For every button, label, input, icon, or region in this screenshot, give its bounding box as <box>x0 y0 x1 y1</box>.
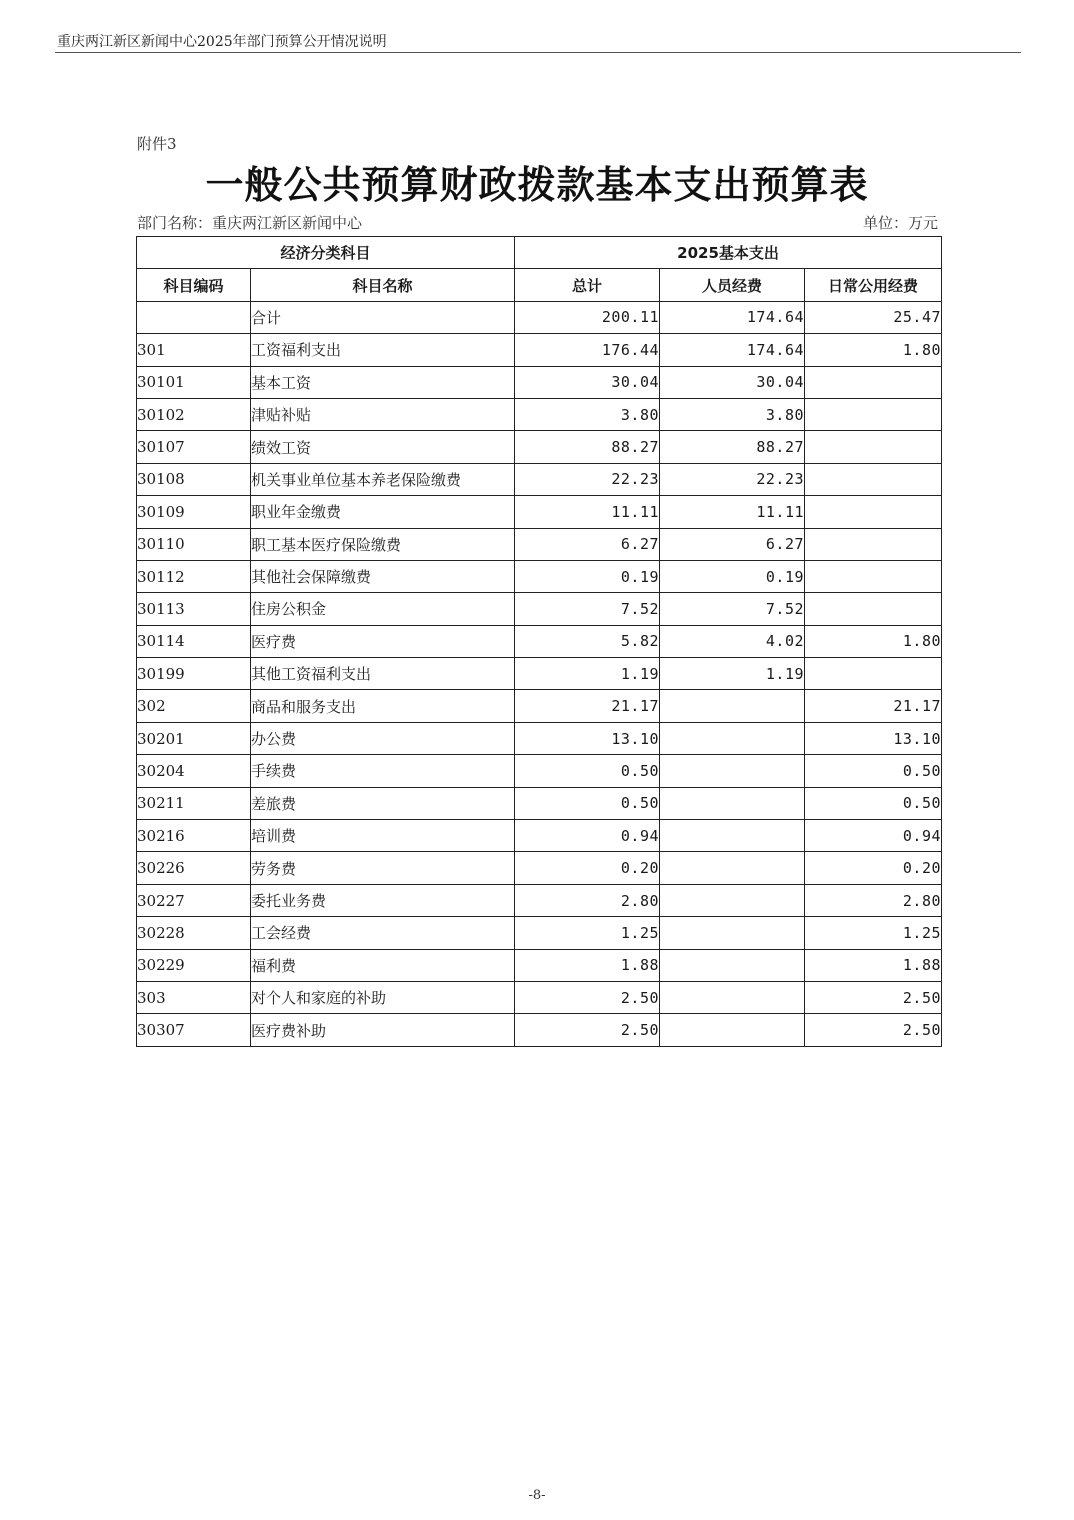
cell-total: 7.52 <box>515 593 660 625</box>
cell-code: 30229 <box>137 949 251 981</box>
cell-name: 手续费 <box>251 755 515 787</box>
cell-name: 住房公积金 <box>251 593 515 625</box>
cell-personnel: 88.27 <box>660 431 805 463</box>
cell-name: 医疗费 <box>251 625 515 657</box>
table-row <box>137 496 942 528</box>
cell-personnel <box>660 981 805 1013</box>
table-row <box>137 1014 942 1046</box>
cell-name: 绩效工资 <box>251 431 515 463</box>
cell-personnel <box>660 1014 805 1046</box>
cell-name: 委托业务费 <box>251 884 515 916</box>
cell-name: 差旅费 <box>251 787 515 819</box>
cell-public: 1.25 <box>805 917 942 949</box>
cell-name: 基本工资 <box>251 366 515 398</box>
cell-name: 劳务费 <box>251 852 515 884</box>
cell-total: 176.44 <box>515 334 660 366</box>
cell-code: 30110 <box>137 528 251 560</box>
cell-personnel <box>660 755 805 787</box>
page-title: 一般公共预算财政拨款基本支出预算表 <box>205 163 869 207</box>
cell-public <box>805 528 942 560</box>
cell-public: 0.50 <box>805 755 942 787</box>
cell-code: 302 <box>137 690 251 722</box>
cell-total: 2.50 <box>515 981 660 1013</box>
table-row <box>137 949 942 981</box>
cell-personnel <box>660 852 805 884</box>
cell-name: 工资福利支出 <box>251 334 515 366</box>
cell-personnel: 22.23 <box>660 463 805 495</box>
cell-public: 0.50 <box>805 787 942 819</box>
cell-code: 30114 <box>137 625 251 657</box>
group-header-row <box>137 237 942 269</box>
table-row <box>137 463 942 495</box>
cell-name: 商品和服务支出 <box>251 690 515 722</box>
cell-name: 机关事业单位基本养老保险缴费 <box>251 463 515 495</box>
cell-personnel: 174.64 <box>660 301 805 333</box>
cell-code: 30108 <box>137 463 251 495</box>
column-header-code: 科目编码 <box>137 269 251 301</box>
cell-code: 30113 <box>137 593 251 625</box>
cell-total: 0.50 <box>515 755 660 787</box>
cell-code: 30228 <box>137 917 251 949</box>
cell-personnel <box>660 949 805 981</box>
cell-code: 30102 <box>137 398 251 430</box>
cell-total: 2.50 <box>515 1014 660 1046</box>
cell-public: 21.17 <box>805 690 942 722</box>
cell-personnel <box>660 690 805 722</box>
cell-code: 303 <box>137 981 251 1013</box>
cell-code: 30201 <box>137 722 251 754</box>
table-row <box>137 917 942 949</box>
cell-total: 5.82 <box>515 625 660 657</box>
table-row <box>137 658 942 690</box>
cell-public: 25.47 <box>805 301 942 333</box>
cell-code: 30227 <box>137 884 251 916</box>
cell-personnel: 3.80 <box>660 398 805 430</box>
cell-code: 30226 <box>137 852 251 884</box>
cell-personnel: 30.04 <box>660 366 805 398</box>
column-header-name: 科目名称 <box>251 269 515 301</box>
cell-code: 301 <box>137 334 251 366</box>
table-row <box>137 560 942 592</box>
table-row <box>137 593 942 625</box>
cell-personnel: 0.19 <box>660 560 805 592</box>
group-header-classification: 经济分类科目 <box>137 237 515 269</box>
cell-code: 30216 <box>137 820 251 852</box>
table-row <box>137 528 942 560</box>
cell-total: 2.80 <box>515 884 660 916</box>
cell-public <box>805 463 942 495</box>
cell-code <box>137 301 251 333</box>
cell-personnel <box>660 787 805 819</box>
cell-public: 1.80 <box>805 625 942 657</box>
table-row <box>137 625 942 657</box>
cell-total: 6.27 <box>515 528 660 560</box>
column-header-row <box>137 269 942 301</box>
cell-total: 22.23 <box>515 463 660 495</box>
unit-label: 单位：万元 <box>862 214 938 232</box>
table-row <box>137 852 942 884</box>
cell-total: 1.19 <box>515 658 660 690</box>
cell-name: 其他社会保障缴费 <box>251 560 515 592</box>
cell-total: 3.80 <box>515 398 660 430</box>
cell-code: 30204 <box>137 755 251 787</box>
cell-total: 13.10 <box>515 722 660 754</box>
cell-name: 其他工资福利支出 <box>251 658 515 690</box>
table-row <box>137 334 942 366</box>
cell-total: 21.17 <box>515 690 660 722</box>
cell-name: 工会经费 <box>251 917 515 949</box>
budget-table <box>136 236 942 1047</box>
cell-name: 福利费 <box>251 949 515 981</box>
cell-personnel: 11.11 <box>660 496 805 528</box>
cell-name: 津贴补贴 <box>251 398 515 430</box>
table-row <box>137 820 942 852</box>
attachment-label: 附件3 <box>137 135 177 153</box>
cell-personnel: 4.02 <box>660 625 805 657</box>
cell-personnel: 6.27 <box>660 528 805 560</box>
cell-public <box>805 398 942 430</box>
cell-name: 办公费 <box>251 722 515 754</box>
table-row <box>137 431 942 463</box>
cell-public: 2.50 <box>805 1014 942 1046</box>
cell-name: 医疗费补助 <box>251 1014 515 1046</box>
cell-public: 13.10 <box>805 722 942 754</box>
cell-public: 0.20 <box>805 852 942 884</box>
cell-public <box>805 366 942 398</box>
cell-total: 0.50 <box>515 787 660 819</box>
cell-code: 30107 <box>137 431 251 463</box>
cell-public: 2.50 <box>805 981 942 1013</box>
cell-total: 0.94 <box>515 820 660 852</box>
cell-personnel: 1.19 <box>660 658 805 690</box>
cell-public <box>805 560 942 592</box>
cell-public <box>805 593 942 625</box>
table-row <box>137 366 942 398</box>
running-header: 重庆两江新区新闻中心2025年部门预算公开情况说明 <box>57 34 387 50</box>
column-header-total: 总计 <box>515 269 660 301</box>
cell-personnel: 174.64 <box>660 334 805 366</box>
cell-total: 0.19 <box>515 560 660 592</box>
cell-public: 1.88 <box>805 949 942 981</box>
cell-total: 30.04 <box>515 366 660 398</box>
cell-total: 0.20 <box>515 852 660 884</box>
table-row <box>137 981 942 1013</box>
cell-name: 职工基本医疗保险缴费 <box>251 528 515 560</box>
column-header-public: 日常公用经费 <box>805 269 942 301</box>
table-row <box>137 301 942 333</box>
table-row <box>137 787 942 819</box>
cell-code: 30101 <box>137 366 251 398</box>
cell-name: 培训费 <box>251 820 515 852</box>
cell-public: 2.80 <box>805 884 942 916</box>
header-rule <box>55 52 1021 53</box>
column-header-personnel: 人员经费 <box>660 269 805 301</box>
cell-code: 30112 <box>137 560 251 592</box>
cell-public <box>805 658 942 690</box>
cell-personnel <box>660 722 805 754</box>
cell-public: 0.94 <box>805 820 942 852</box>
cell-total: 11.11 <box>515 496 660 528</box>
cell-code: 30199 <box>137 658 251 690</box>
table-row <box>137 722 942 754</box>
table-row <box>137 690 942 722</box>
department-label: 部门名称：重庆两江新区新闻中心 <box>137 214 363 232</box>
cell-code: 30307 <box>137 1014 251 1046</box>
page-number: -8- <box>528 1488 546 1503</box>
cell-name: 合计 <box>251 301 515 333</box>
cell-public: 1.80 <box>805 334 942 366</box>
cell-public <box>805 431 942 463</box>
cell-name: 职业年金缴费 <box>251 496 515 528</box>
table-row <box>137 884 942 916</box>
cell-personnel <box>660 917 805 949</box>
cell-personnel <box>660 820 805 852</box>
cell-name: 对个人和家庭的补助 <box>251 981 515 1013</box>
cell-total: 200.11 <box>515 301 660 333</box>
cell-code: 30109 <box>137 496 251 528</box>
cell-total: 88.27 <box>515 431 660 463</box>
table-row <box>137 755 942 787</box>
table-row <box>137 398 942 430</box>
cell-total: 1.25 <box>515 917 660 949</box>
cell-public <box>805 496 942 528</box>
group-header-basic-expenditure: 2025基本支出 <box>515 237 942 269</box>
cell-code: 30211 <box>137 787 251 819</box>
cell-personnel <box>660 884 805 916</box>
cell-total: 1.88 <box>515 949 660 981</box>
cell-personnel: 7.52 <box>660 593 805 625</box>
